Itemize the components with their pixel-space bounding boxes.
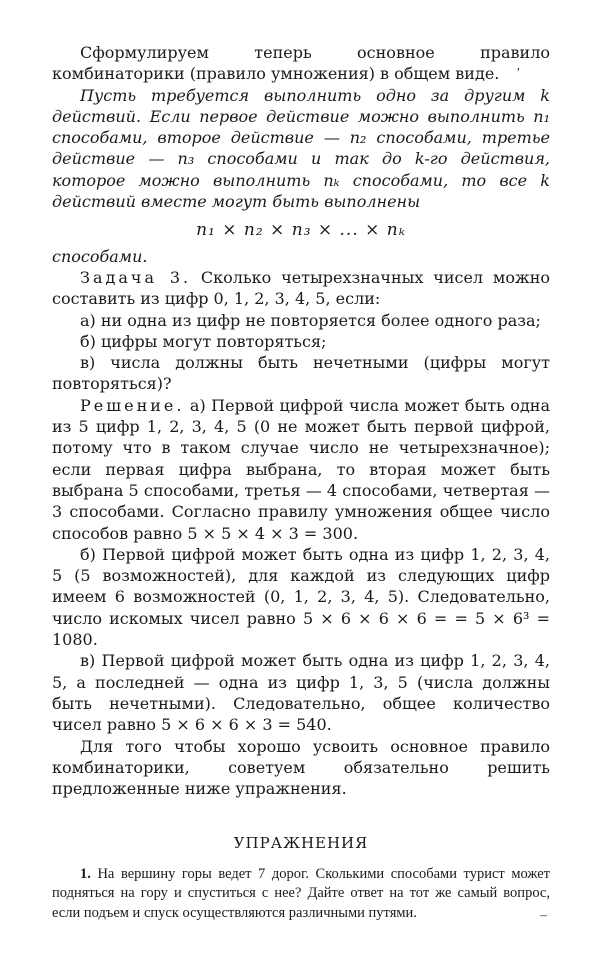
exercise-text: На вершину горы ведет 7 дорог. Сколькими способами турист может подняться на гору и спуститься с нее? Дайте ответ на тот же самый вопрос, если подъем и спуск осуществляются различными путями. bbox=[52, 865, 550, 921]
book-page bbox=[52, 42, 550, 923]
rule-formula: n₁ × n₂ × n₃ × ... × nₖ bbox=[196, 220, 406, 241]
final-paragraph: Для того чтобы хорошо усвоить основное правило комбинаторики, советуем обязательно решить предложенные ниже упражнения. bbox=[52, 736, 550, 799]
multiplication-rule: Пусть требуется выполнить одно за другим k действий. Если первое действие можно выполнить n₁ способами, второе действие — n₂ способами, третье действие — n₃ способами и так до k-го действия, которое можно выполнить nₖ способами, то все k действий вместе могут быть выполнены bbox=[52, 85, 550, 212]
solution-c: в) Первой цифрой может быть одна из цифр 1, 2, 3, 4, 5, а последней — одна из цифр 1, 3, 5 (числа должны быть нечетными). Следовательно, общее количество чисел равно 5 × 6 × 6 × 3 = 540. bbox=[52, 651, 550, 735]
rule-ending: способами. bbox=[52, 246, 148, 266]
task-item-b: б) цифры могут повторяться; bbox=[80, 331, 327, 351]
task-item-c: в) числа должны быть нечетными (цифры могут повторяться)? bbox=[52, 353, 550, 394]
task-3 bbox=[52, 267, 550, 310]
exercise-number: 1. bbox=[80, 865, 91, 882]
task-label: Задача 3. bbox=[80, 267, 192, 287]
margin-dash: ‒ bbox=[540, 908, 547, 923]
task-text: Сколько четырехзначных чисел можно составить из цифр 0, 1, 2, 3, 4, 5, если: bbox=[52, 267, 550, 309]
exercises-heading: УПРАЖНЕНИЯ bbox=[233, 834, 369, 853]
margin-mark: ′ bbox=[517, 66, 521, 81]
solution-label: Решение. bbox=[80, 395, 185, 415]
solution-a-text: а) Первой цифрой числа может быть одна из 5 цифр 1, 2, 3, 4, 5 (0 не может быть первой цифрой, потому что в таком случае число не четырехзначное); если первая цифра выбрана, то вторая может быть выбрана 5 способами, третья — 4 способами, четвертая — 3 способами. Согласно правилу умножения общее число способов равно 5 × 5 × 4 × 3 = 300. bbox=[52, 395, 550, 543]
task-item-a: а) ни одна из цифр не повторяется более одного раза; bbox=[80, 310, 541, 330]
solution-a bbox=[52, 395, 550, 544]
solution-b: б) Первой цифрой может быть одна из цифр 1, 2, 3, 4, 5 (5 возможностей), для каждой из следующих цифр имеем 6 возможностей (0, 1, 2, 3, 4, 5). Следовательно, число искомых чисел равно 5 × 6 × 6 × 6 = = 5 × 6³ = 1080. bbox=[52, 544, 550, 650]
intro-paragraph: Сформулируем теперь основное правило комбинаторики (правило умножения) в общем виде. bbox=[52, 43, 550, 84]
exercise-1 bbox=[52, 865, 550, 924]
